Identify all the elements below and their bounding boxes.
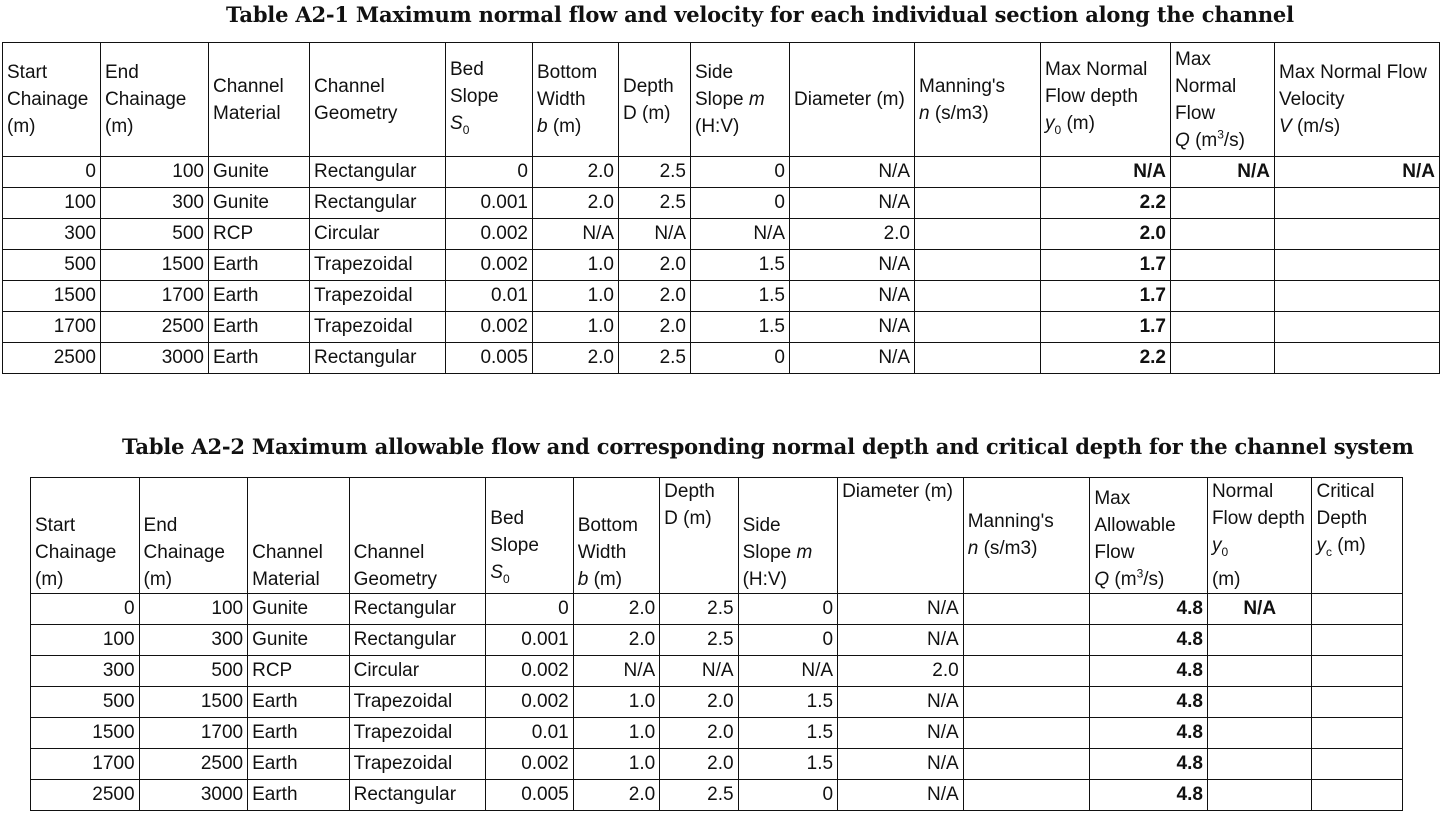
cell-channel-geometry: Trapezoidal	[310, 312, 446, 343]
table2-title: Table A2-2 Maximum allowable flow and corresponding normal depth and critical depth for the channel system	[122, 434, 1414, 459]
cell-col-12	[1207, 624, 1312, 655]
table1	[2, 42, 1440, 374]
cell-depth: 2.0	[660, 686, 738, 717]
cell-diameter: N/A	[790, 281, 915, 312]
cell-bed-slope: 0.001	[446, 188, 533, 219]
cell-diameter: N/A	[838, 624, 964, 655]
cell-bed-slope: 0.005	[486, 779, 573, 810]
cell-col-13	[1312, 655, 1403, 686]
cell-side-slope: N/A	[691, 219, 790, 250]
cell-mannings-n	[963, 717, 1090, 748]
cell-col-11: 2.2	[1041, 343, 1171, 374]
cell-start-chainage: 100	[31, 624, 140, 655]
cell-bed-slope: 0.002	[446, 219, 533, 250]
cell-col-11: 4.8	[1090, 686, 1208, 717]
table-row	[3, 250, 1440, 281]
cell-bed-slope: 0.002	[486, 655, 573, 686]
cell-depth: 2.0	[660, 748, 738, 779]
cell-channel-geometry: Trapezoidal	[349, 686, 486, 717]
cell-end-chainage: 1500	[139, 686, 248, 717]
header-mannings-n: Manning's n (s/m3)	[915, 43, 1041, 157]
cell-col-13	[1275, 312, 1440, 343]
cell-col-13	[1312, 624, 1403, 655]
header-max-normal-flow: Max Normal Flow Q $(m^3/s)$	[1171, 43, 1275, 157]
cell-channel-geometry: Rectangular	[349, 593, 486, 624]
cell-channel-geometry: Rectangular	[310, 343, 446, 374]
cell-mannings-n	[915, 250, 1041, 281]
cell-bottom-width: 1.0	[533, 281, 619, 312]
cell-col-11: N/A	[1041, 157, 1171, 188]
header-channel-geometry: Channel Geometry	[349, 478, 486, 594]
cell-channel-material: Earth	[209, 250, 310, 281]
cell-diameter: N/A	[790, 250, 915, 281]
cell-depth: 2.0	[660, 717, 738, 748]
cell-col-12	[1171, 188, 1275, 219]
cell-bed-slope: 0.002	[486, 748, 573, 779]
cell-col-11: 1.7	[1041, 250, 1171, 281]
cell-start-chainage: 300	[3, 219, 101, 250]
cell-bottom-width: N/A	[533, 219, 619, 250]
header-max-normal-flow-velocity: Max Normal Flow Velocity V (m/s)	[1275, 43, 1440, 157]
cell-col-13	[1275, 281, 1440, 312]
cell-depth: 2.5	[660, 779, 738, 810]
cell-start-chainage: 2500	[3, 343, 101, 374]
table2	[30, 477, 1403, 811]
cell-channel-material: Earth	[248, 686, 350, 717]
cell-mannings-n	[963, 655, 1090, 686]
cell-start-chainage: 2500	[31, 779, 140, 810]
cell-mannings-n	[915, 219, 1041, 250]
cell-col-12: N/A	[1171, 157, 1275, 188]
cell-side-slope: 1.5	[738, 748, 838, 779]
cell-end-chainage: 2500	[139, 748, 248, 779]
cell-col-13: N/A	[1275, 157, 1440, 188]
header-depth: Depth D (m)	[619, 43, 691, 157]
cell-end-chainage: 300	[101, 188, 209, 219]
cell-side-slope: 1.5	[738, 686, 838, 717]
cell-diameter: 2.0	[790, 219, 915, 250]
cell-start-chainage: 0	[3, 157, 101, 188]
table-row	[3, 157, 1440, 188]
table-row	[3, 219, 1440, 250]
cell-mannings-n	[963, 748, 1090, 779]
cell-bottom-width: 1.0	[533, 250, 619, 281]
cell-channel-material: RCP	[209, 219, 310, 250]
table-row	[31, 686, 1403, 717]
cell-depth: 2.5	[660, 624, 738, 655]
cell-diameter: N/A	[838, 779, 964, 810]
cell-col-13	[1312, 748, 1403, 779]
cell-depth: 2.0	[619, 281, 691, 312]
cell-end-chainage: 100	[101, 157, 209, 188]
cell-side-slope: 0	[691, 157, 790, 188]
header-channel-material: Channel Material	[248, 478, 350, 594]
cell-channel-geometry: Circular	[349, 655, 486, 686]
table-row	[31, 779, 1403, 810]
cell-diameter: N/A	[790, 312, 915, 343]
cell-channel-geometry: Trapezoidal	[310, 281, 446, 312]
cell-col-13	[1275, 343, 1440, 374]
cell-col-12	[1171, 219, 1275, 250]
cell-col-13	[1275, 250, 1440, 281]
cell-channel-material: Earth	[248, 748, 350, 779]
cell-col-11: 4.8	[1090, 655, 1208, 686]
cell-bed-slope: 0.005	[446, 343, 533, 374]
cell-diameter: N/A	[838, 717, 964, 748]
header-side-slope: Side Slope m (H:V)	[738, 478, 838, 594]
cell-channel-geometry: Rectangular	[349, 624, 486, 655]
cell-col-12	[1171, 343, 1275, 374]
cell-col-11: 2.2	[1041, 188, 1171, 219]
cell-channel-material: RCP	[248, 655, 350, 686]
header-start-chainage: Start Chainage (m)	[3, 43, 101, 157]
cell-bed-slope: 0.002	[486, 686, 573, 717]
cell-side-slope: N/A	[738, 655, 838, 686]
cell-col-12	[1207, 748, 1312, 779]
cell-side-slope: 1.5	[738, 717, 838, 748]
table-row	[3, 312, 1440, 343]
cell-side-slope: 0	[738, 593, 838, 624]
cell-channel-material: Earth	[248, 779, 350, 810]
table1-title: Table A2-1 Maximum normal flow and velocity for each individual section along the channel	[226, 2, 1294, 27]
cell-bottom-width: 2.0	[533, 188, 619, 219]
cell-end-chainage: 1500	[101, 250, 209, 281]
cell-col-11: 1.7	[1041, 281, 1171, 312]
cell-col-13	[1275, 188, 1440, 219]
cell-channel-material: Earth	[209, 343, 310, 374]
cell-channel-geometry: Rectangular	[310, 188, 446, 219]
cell-col-11: 2.0	[1041, 219, 1171, 250]
cell-end-chainage: 500	[101, 219, 209, 250]
header-max-allowable-flow: Max Allowable Flow Q $(m^3/s)$	[1090, 478, 1208, 594]
cell-bottom-width: 2.0	[533, 343, 619, 374]
cell-end-chainage: 1700	[139, 717, 248, 748]
header-channel-material: Channel Material	[209, 43, 310, 157]
header-diameter: Diameter (m)	[790, 43, 915, 157]
cell-depth: 2.5	[619, 188, 691, 219]
cell-bed-slope: 0	[486, 593, 573, 624]
cell-start-chainage: 1500	[3, 281, 101, 312]
cell-channel-material: Earth	[209, 281, 310, 312]
cell-channel-material: Gunite	[248, 593, 350, 624]
cell-start-chainage: 1500	[31, 717, 140, 748]
cell-start-chainage: 1700	[31, 748, 140, 779]
cell-diameter: N/A	[790, 157, 915, 188]
table2-header-row	[31, 478, 1403, 594]
table-row	[31, 655, 1403, 686]
header-end-chainage: End Chainage (m)	[101, 43, 209, 157]
header-bottom-width: Bottom Width b (m)	[533, 43, 619, 157]
cell-bed-slope: 0.01	[486, 717, 573, 748]
cell-col-11: 4.8	[1090, 593, 1208, 624]
cell-col-13	[1312, 593, 1403, 624]
cell-depth: 2.5	[619, 157, 691, 188]
cell-col-12	[1207, 779, 1312, 810]
table-row	[31, 593, 1403, 624]
header-depth: Depth D (m)	[660, 478, 738, 594]
header-end-chainage: End Chainage (m)	[139, 478, 248, 594]
cell-bottom-width: 2.0	[573, 624, 659, 655]
cell-side-slope: 0	[738, 779, 838, 810]
cell-side-slope: 0	[691, 343, 790, 374]
table-row	[3, 281, 1440, 312]
cell-side-slope: 1.5	[691, 312, 790, 343]
cell-channel-material: Earth	[248, 717, 350, 748]
cell-col-12: N/A	[1207, 593, 1312, 624]
header-side-slope: Side Slope m (H:V)	[691, 43, 790, 157]
cell-col-12	[1207, 655, 1312, 686]
table-row	[31, 717, 1403, 748]
cell-channel-geometry: Trapezoidal	[349, 748, 486, 779]
cell-col-12	[1171, 250, 1275, 281]
cell-diameter: N/A	[790, 343, 915, 374]
cell-start-chainage: 500	[31, 686, 140, 717]
cell-mannings-n	[915, 343, 1041, 374]
cell-end-chainage: 500	[139, 655, 248, 686]
cell-diameter: 2.0	[838, 655, 964, 686]
cell-end-chainage: 300	[139, 624, 248, 655]
header-normal-flow-depth: Normal Flow depth $y_0$ (m)	[1207, 478, 1312, 594]
cell-bed-slope: 0.002	[446, 250, 533, 281]
cell-end-chainage: 2500	[101, 312, 209, 343]
cell-depth: 2.0	[619, 250, 691, 281]
cell-col-12	[1171, 312, 1275, 343]
cell-bed-slope: 0.001	[486, 624, 573, 655]
cell-mannings-n	[963, 593, 1090, 624]
cell-channel-material: Gunite	[248, 624, 350, 655]
cell-channel-geometry: Circular	[310, 219, 446, 250]
cell-bed-slope: 0	[446, 157, 533, 188]
cell-bottom-width: 1.0	[573, 717, 659, 748]
cell-depth: N/A	[660, 655, 738, 686]
table-row	[31, 748, 1403, 779]
cell-channel-material: Gunite	[209, 157, 310, 188]
cell-start-chainage: 100	[3, 188, 101, 219]
cell-mannings-n	[915, 157, 1041, 188]
cell-col-11: 1.7	[1041, 312, 1171, 343]
cell-bottom-width: 1.0	[573, 686, 659, 717]
cell-bed-slope: 0.002	[446, 312, 533, 343]
table-row	[3, 343, 1440, 374]
table1-header-row	[3, 43, 1440, 157]
header-bottom-width: Bottom Width b (m)	[573, 478, 659, 594]
cell-start-chainage: 300	[31, 655, 140, 686]
header-bed-slope: Bed Slope $S_0$	[446, 43, 533, 157]
cell-end-chainage: 3000	[139, 779, 248, 810]
cell-col-11: 4.8	[1090, 779, 1208, 810]
cell-diameter: N/A	[838, 748, 964, 779]
cell-mannings-n	[963, 779, 1090, 810]
cell-channel-material: Gunite	[209, 188, 310, 219]
cell-col-13	[1312, 717, 1403, 748]
cell-channel-material: Earth	[209, 312, 310, 343]
cell-bottom-width: 2.0	[533, 157, 619, 188]
cell-col-13	[1275, 219, 1440, 250]
cell-mannings-n	[963, 624, 1090, 655]
cell-start-chainage: 0	[31, 593, 140, 624]
cell-mannings-n	[963, 686, 1090, 717]
cell-col-12	[1207, 717, 1312, 748]
header-critical-depth: Critical Depth $y_c$ (m)	[1312, 478, 1403, 594]
cell-bed-slope: 0.01	[446, 281, 533, 312]
table-row	[31, 624, 1403, 655]
cell-depth: 2.5	[660, 593, 738, 624]
cell-col-11: 4.8	[1090, 717, 1208, 748]
cell-side-slope: 0	[738, 624, 838, 655]
cell-end-chainage: 100	[139, 593, 248, 624]
cell-col-12	[1207, 686, 1312, 717]
cell-bottom-width: 1.0	[533, 312, 619, 343]
cell-diameter: N/A	[790, 188, 915, 219]
header-start-chainage: Start Chainage (m)	[31, 478, 140, 594]
cell-channel-geometry: Trapezoidal	[349, 717, 486, 748]
cell-col-11: 4.8	[1090, 748, 1208, 779]
header-diameter: Diameter (m)	[838, 478, 964, 594]
cell-col-11: 4.8	[1090, 624, 1208, 655]
cell-end-chainage: 3000	[101, 343, 209, 374]
cell-col-12	[1171, 281, 1275, 312]
cell-bottom-width: 1.0	[573, 748, 659, 779]
cell-bottom-width: N/A	[573, 655, 659, 686]
cell-col-13	[1312, 686, 1403, 717]
cell-mannings-n	[915, 281, 1041, 312]
cell-mannings-n	[915, 188, 1041, 219]
header-mannings-n: Manning's n (s/m3)	[963, 478, 1090, 594]
cell-diameter: N/A	[838, 593, 964, 624]
cell-channel-geometry: Rectangular	[349, 779, 486, 810]
cell-depth: N/A	[619, 219, 691, 250]
cell-depth: 2.0	[619, 312, 691, 343]
cell-channel-geometry: Trapezoidal	[310, 250, 446, 281]
cell-bottom-width: 2.0	[573, 593, 659, 624]
cell-channel-geometry: Rectangular	[310, 157, 446, 188]
cell-col-13	[1312, 779, 1403, 810]
cell-depth: 2.5	[619, 343, 691, 374]
cell-diameter: N/A	[838, 686, 964, 717]
cell-side-slope: 0	[691, 188, 790, 219]
cell-mannings-n	[915, 312, 1041, 343]
header-max-normal-flow-depth: Max Normal Flow depth $y_0$ (m)	[1041, 43, 1171, 157]
header-channel-geometry: Channel Geometry	[310, 43, 446, 157]
cell-bottom-width: 2.0	[573, 779, 659, 810]
cell-end-chainage: 1700	[101, 281, 209, 312]
table-row	[3, 188, 1440, 219]
cell-side-slope: 1.5	[691, 250, 790, 281]
header-bed-slope: Bed Slope $S_0$	[486, 478, 573, 594]
cell-side-slope: 1.5	[691, 281, 790, 312]
cell-start-chainage: 500	[3, 250, 101, 281]
cell-start-chainage: 1700	[3, 312, 101, 343]
